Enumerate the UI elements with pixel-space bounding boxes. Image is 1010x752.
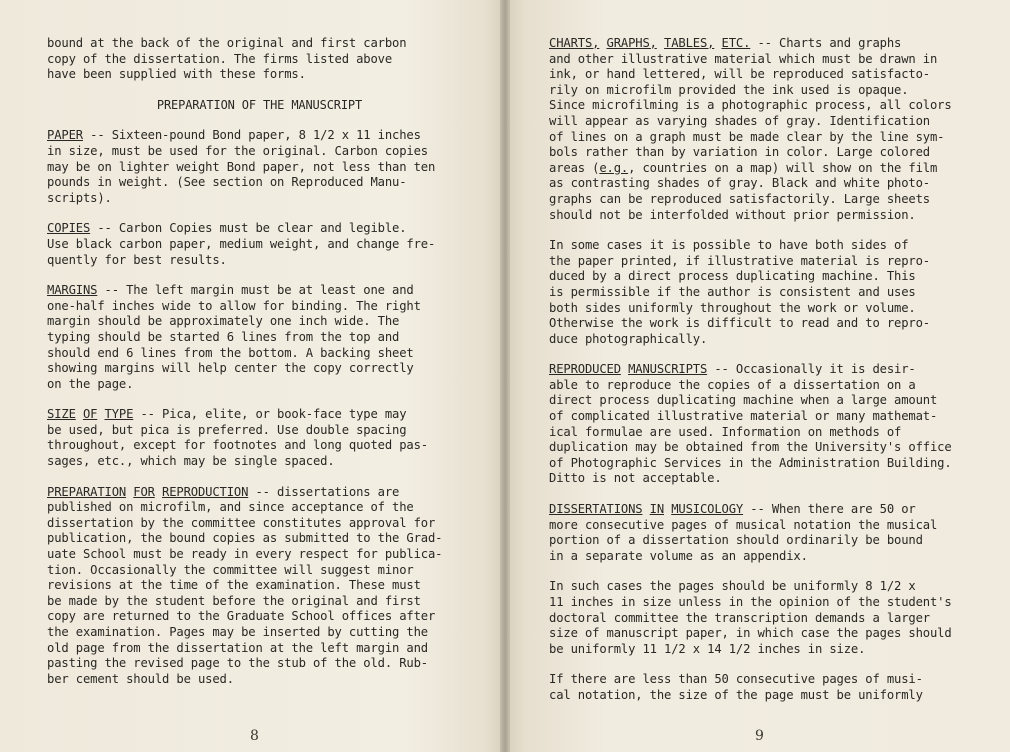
paragraph-dissertations-in-musicology (549, 502, 974, 564)
paper-text: -- Sixteen-pound Bond paper, 8 1/2 x 11 inches in size, must be used for the original. Carbon copies may be on lighter weight Bond paper, not less than ten pounds in weight. (See section on Reproduced Manu- scripts). (47, 128, 436, 205)
reproduction-heading-for: FOR (133, 484, 155, 499)
page-number-right: 9 (755, 728, 764, 744)
copies-text: -- Carbon Copies must be clear and legible. Use black carbon paper, medium weight, and change fre- quently for best results. (47, 221, 436, 267)
paragraph-charts-graphs (549, 36, 974, 223)
charts-eg: e.g. (599, 160, 629, 175)
charts-heading-graphs: GRAPHS, (606, 36, 657, 50)
margins-heading: MARGINS (47, 283, 98, 298)
right-page (505, 0, 1010, 752)
size-of-type-text: -- Pica, elite, or book-face type may be used, but pica is preferred. Use double spacing throughout, except for footnotes and long quoted pas- sages, etc., which may be single spaced. (47, 407, 428, 469)
reproduction-heading-preparation: PREPARATION (47, 484, 127, 499)
paragraph-size-of-type (47, 407, 472, 469)
reproduction-text: -- dissertations are published on microfilm, and since acceptance of the dissertation by the committee constitutes approval for publication, the bound copies as submitted to the Grad- uate School must be ready in every respect for publica- tion. Occasionally the committee will suggest minor revisions at the time of the examination. These must be made by the student before the original and first copy are returned to the Graduate School offices after the examination. Pages may be inserted by cutting the old page from the dissertation at the left margin and pasting the revised page to the stub of the old. Rub- ber cement should be used. (47, 484, 443, 686)
musicology-heading-in: IN (649, 502, 664, 517)
paragraph-margins (47, 283, 472, 392)
reproduced-text: -- Occasionally it is desir- able to reproduce the copies of a dissertation on a direct process duplicating machine when a large amount of complicated illustrative material or many mathemat- ical formulae are used. Information on methods of duplication may be obtained from the University's office of Photographic Services in the Administration Building. Ditto is not acceptable. (549, 362, 952, 486)
size-of-type-heading-of: OF (82, 407, 98, 422)
paragraph-bound-forms: bound at the back of the original and first carbon copy of the dissertation. The firms listed above have been supplied with these forms. (47, 36, 407, 82)
paragraph-reproduced-manuscripts (549, 362, 974, 487)
right-page-text-column (549, 36, 974, 719)
paragraph-paper (47, 128, 472, 206)
size-of-type-heading-size: SIZE (47, 407, 76, 422)
charts-heading-etc: ETC. (721, 36, 751, 50)
copies-heading: COPIES (47, 221, 91, 236)
reproduced-heading-manuscripts: MANUSCRIPTS (628, 362, 708, 377)
reproduced-heading-reproduced: REPRODUCED (549, 362, 621, 377)
left-page-text-column (47, 36, 472, 702)
charts-heading-tables: TABLES, (664, 36, 715, 50)
musicology-text: -- When there are 50 or more consecutive pages of musical notation the musical portion of a dissertation should ordinarily be bound in a separate volume as an appendix. (549, 502, 938, 563)
reproduction-heading-reproduction: REPRODUCTION (162, 484, 249, 499)
musicology-heading-musicology: MUSICOLOGY (671, 502, 744, 517)
paragraph-page-size: In such cases the pages should be uniformly 8 1/2 x 11 inches in size unless in the opinion of the student's doctoral committee the transcription demands a larger size of manuscript paper, in which case the pages should be uniformly 11 1/2 x 14 1/2 inches in size. (549, 579, 952, 656)
charts-text-part-2: , countries on a map) will show on the film as contrasting shades of gray. Black and white photo- graphs can be reproduced satisfactorily. Large sheets should not be interfolded without prior permission. (549, 160, 938, 222)
paragraph-less-than-fifty: If there are less than 50 consecutive pages of musi- cal notation, the size of the page must be uniformly (549, 672, 923, 702)
paragraph-copies (47, 221, 472, 268)
size-of-type-heading-type: TYPE (104, 407, 134, 422)
paragraph-preparation-for-reproduction (47, 485, 472, 688)
charts-heading-charts: CHARTS, (549, 36, 600, 50)
page-number-left: 8 (250, 728, 259, 744)
charts-text-part-1: -- Charts and graphs and other illustrative material which must be drawn in ink, or hand lettered, will be reproduced satisfacto- rily on microfilm provided the ink used is opaque. Since microfilming is a photographic process, all colors will appear as varying shades of gray. Identification of lines on a graph must be made clear by the line sym- bols rather than by variation in color. Large colored areas ( (549, 36, 952, 175)
musicology-heading-dissertations: DISSERTATIONS (549, 502, 643, 517)
margins-text: -- The left margin must be at least one and one-half inches wide to allow for binding. The right margin should be approximately one inch wide. The typing should be started 6 lines from the top and should end 6 lines from the bottom. A backing sheet showing margins will help center the copy correctly on the page. (47, 283, 421, 391)
paper-heading: PAPER (47, 128, 83, 143)
paragraph-both-sides: In some cases it is possible to have both sides of the paper printed, if illustrative material is repro- duced by a direct process duplicating machine. This is permissible if the author is consistent and uses both sides uniformly throughout the work or volume. Otherwise the work is difficult to read and to repro- duce photographically. (549, 238, 930, 346)
section-heading: PREPARATION OF THE MANUSCRIPT (156, 97, 363, 112)
